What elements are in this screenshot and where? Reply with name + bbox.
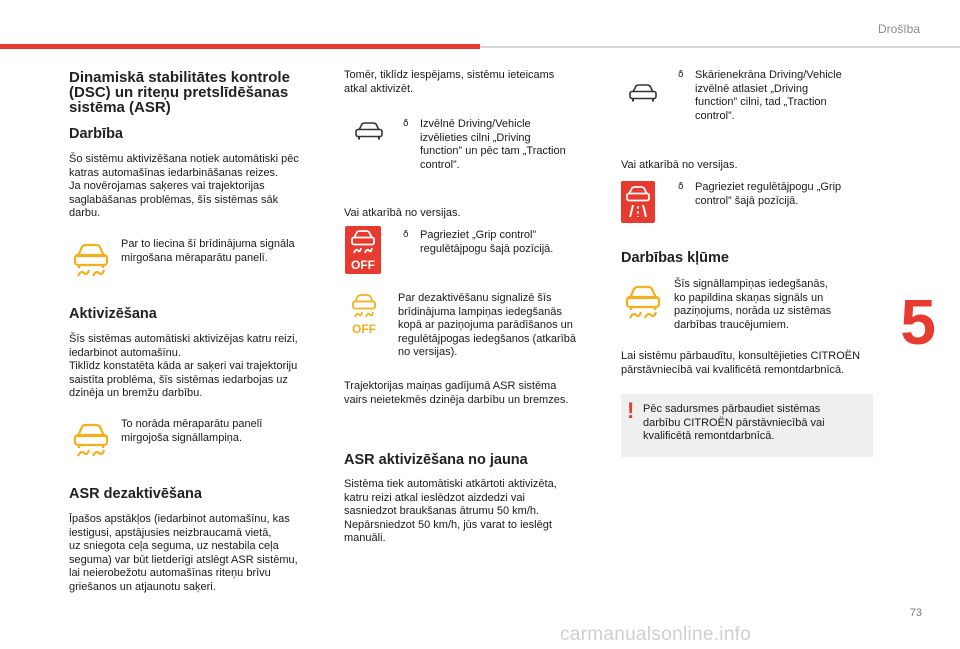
car-screen-icon <box>628 83 658 103</box>
step-select-traction-control: ð Izvēlnē Driving/Vehicle izvēlieties cilni „Driving function” un pēc tam „Traction control”. <box>420 118 566 172</box>
skid-off-warning-icon <box>346 290 382 338</box>
operation-text: Šo sistēmu aktivizēšana notiek automātiski pēc katras automašīnas iedarbināšanas reizes. Ja novērojamas saķeres vai trajektorijas saglabāšanas problēmas, šīs sistēmas sāk darbu. <box>69 153 299 220</box>
off-label: OFF <box>351 258 375 272</box>
skid-warning-icon <box>72 242 110 278</box>
warning-exclamation-icon: ! <box>627 398 635 423</box>
step-touchscreen-traction-control: ð Skārienekrāna Driving/Vehicle izvēlnē atlasiet „Driving function” cilni, tad „Traction control”. <box>695 69 842 123</box>
deactivation-signal-text: Par dezaktivēšanu signalizē šīs brīdinājuma lampiņas iedegšanās kopā ar paziņojuma parādīšanos un regulētājpogas iedegšanos (atkarībā no versijas). <box>398 292 576 359</box>
trajectory-text: Trajektorijas maiņas gadījumā ASR sistēma vairs neietekmēs dzinēja darbību un bremzes. <box>344 380 569 406</box>
reactivation-text: Sistēma tiek automātiski atkārtoti aktivizēta, katru reizi atkal ieslēdzot aizdedzi vai sasniedzot braukšanas ātrumu 50 km/h. Nepārsniedzot 50 km/h, jūs varat to ieslēgt manuāli. <box>344 478 557 545</box>
deactivation-text: Īpašos apstākļos (iedarbinot automašīnu, kas iestigusi, apstājusies neizbraucamā vietā, uz sniegota ceļa seguma, uz nestabila ceļa seguma) var būt lietderīgi atslēgt ASR sistēmu, lai neierobežotu automašīnas riteņu brīvu griešanos un atjaunotu saķeri. <box>69 513 298 593</box>
version-note: Vai atkarībā no versijas. <box>344 207 461 219</box>
reactivation-heading: ASR aktivizēšana no jauna <box>344 452 528 468</box>
step-turn-grip-control: ð Pagrieziet regulētājpogu „Grip control” šajā pozīcijā. <box>695 181 841 208</box>
activation-heading: Aktivizēšana <box>69 306 157 322</box>
skid-warning-icon <box>72 422 110 458</box>
watermark: carmanualsonline.info <box>560 624 752 645</box>
off-label: OFF <box>352 322 376 336</box>
main-title: Dinamiskā stabilitātes kontrole (DSC) un riteņu pretslīdēšanas sistēma (ASR) <box>69 69 290 116</box>
section-title: Drošība <box>877 22 920 36</box>
header-accent-bar <box>0 44 480 49</box>
malfunction-heading: Darbības kļūme <box>621 250 729 266</box>
car-screen-icon <box>354 121 384 141</box>
check-advice-text: Lai sistēmu pārbaudītu, konsultējieties CITROËN pārstāvniecībā vai kvalificētā remontdarbnīcā. <box>621 350 861 376</box>
grip-control-icon <box>621 181 655 223</box>
activation-text: Šīs sistēmas automātiski aktivizējas katru reizi, iedarbinot automašīnu. Tiklīdz konstatēta kāda ar saķeri vai trajektoriju saistīta problēma, šīs sistēmas iedarbojas uz dzinēja un bremžu darbību. <box>69 333 298 400</box>
grip-control-off-icon <box>345 226 381 274</box>
version-note: Vai atkarībā no versijas. <box>621 159 738 171</box>
activation-note: To norāda mēraparātu panelī mirgojoša signāllampiņa. <box>121 418 263 444</box>
operation-heading: Darbība <box>69 126 123 142</box>
operation-note: Par to liecina šī brīdinājuma signāla mirgošana mēraparātu panelī. <box>121 238 295 264</box>
skid-warning-icon <box>624 284 662 320</box>
warning-notice-text: Pēc sadursmes pārbaudiet sistēmas darbību CITROËN pārstāvniecībā vai kvalificētā remontdarbnīcā. <box>643 403 825 443</box>
malfunction-note: Šīs signāllampiņas iedegšanās, ko papildina skaņas signāls un paziņojums, norāda uz sistēmas darbības traucējumiem. <box>674 278 832 331</box>
step-turn-grip-control: ð Pagrieziet „Grip control” regulētājpogu šajā pozīcijā. <box>420 229 553 256</box>
chapter-number: 5 <box>900 286 936 358</box>
deactivation-heading: ASR dezaktivēšana <box>69 486 202 502</box>
page-number: 73 <box>909 607 922 619</box>
header-rule <box>480 46 960 48</box>
reactivation-advice: Tomēr, tiklīdz iespējams, sistēmu ieteicams atkal aktivizēt. <box>344 69 555 95</box>
